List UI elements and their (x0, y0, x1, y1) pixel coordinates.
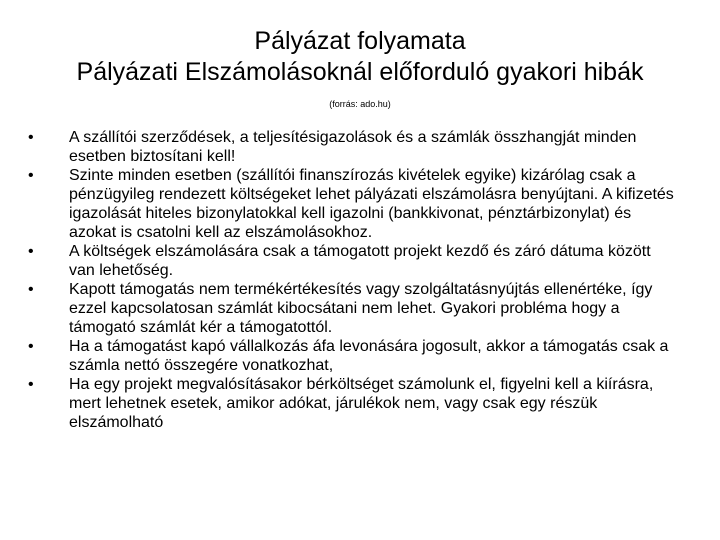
bullet-item-5 (28, 337, 678, 375)
bullet-text-1: A szállítói szerződések, a teljesítésigazolások és a számlák összhangját minden esetben biztosítani kell! (69, 129, 637, 165)
bullet-list (28, 128, 678, 432)
bullet-item-6 (28, 375, 678, 432)
bullet-dot-icon: • (28, 243, 34, 260)
bullet-text-6: Ha egy projekt megvalósításakor bérköltséget számolunk el, figyelni kell a kiírásra, mert lehetnek esetek, amikor adókat, járulékok nem, vagy csak egy részük elszámolható (69, 376, 654, 431)
source-note: (forrás: ado.hu) (329, 99, 391, 109)
bullet-text-4: Kapott támogatás nem termékértékesítés vagy szolgáltatásnyújtás ellenértéke, így ezzel kapcsolatosan számlát kibocsátani nem lehet. Gyakori probléma hogy a támogató számlát kér a támogatottól. (69, 281, 653, 336)
title-line-1: Pályázat folyamata (254, 27, 466, 55)
bullet-dot-icon: • (28, 338, 34, 355)
bullet-text-5: Ha a támogatást kapó vállalkozás áfa levonására jogosult, akkor a támogatás csak a számla nettó összegére vonatkozhat, (69, 338, 669, 374)
bullet-item-1 (28, 128, 678, 166)
bullet-dot-icon: • (28, 129, 34, 146)
bullet-item-3 (28, 242, 678, 280)
bullet-text-2: Szinte minden esetben (szállítói finanszírozás kivételek egyike) kizárólag csak a pénzügyileg rendezett költségeket lehet pályázati elszámolásra benyújtani. A kifizetés igazolását hiteles bizonylatokkal kell igazolni (bankkivonat, pénztárbizonylat) és azokat is csatolni kell az elszámolásokhoz. (69, 167, 674, 241)
slide-title (0, 26, 720, 88)
bullet-dot-icon: • (28, 167, 34, 184)
bullet-item-4 (28, 280, 678, 337)
bullet-item-2 (28, 166, 678, 242)
bullet-text-3: A költségek elszámolására csak a támogatott projekt kezdő és záró dátuma között van lehetőség. (69, 243, 651, 279)
title-line-2: Pályázati Elszámolásoknál előforduló gyakori hibák (76, 58, 644, 86)
bullet-dot-icon: • (28, 376, 34, 393)
bullet-dot-icon: • (28, 281, 34, 298)
